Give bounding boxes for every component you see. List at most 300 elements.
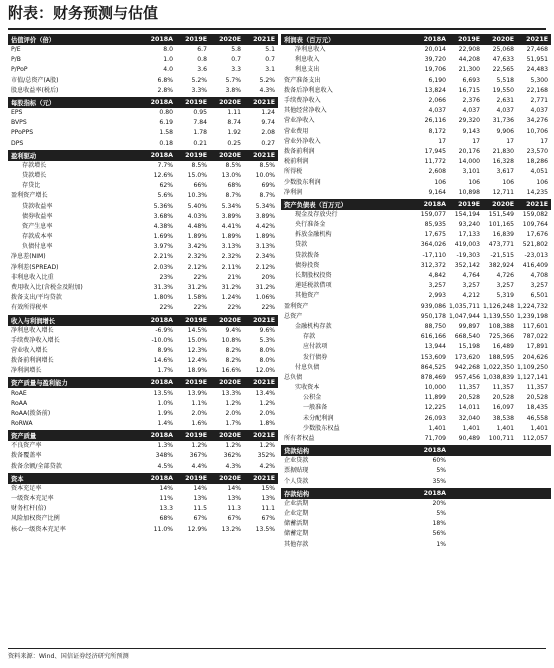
table-row xyxy=(8,462,278,472)
row-label: 所得税 xyxy=(284,168,303,176)
cell-value: 17 xyxy=(438,137,446,145)
cell-value: 8.0 xyxy=(163,46,173,54)
cell-value: 5.2% xyxy=(259,76,275,84)
cell-value: 1.69% xyxy=(153,233,173,241)
cell-value: 16,489 xyxy=(492,343,514,351)
cell-value: 22% xyxy=(193,304,207,312)
cell-value: 14,235 xyxy=(526,188,548,196)
bottom-divider xyxy=(8,648,546,649)
cell-value: 312,372 xyxy=(420,261,446,269)
row-label: 核心一级资本充足率 xyxy=(11,525,66,533)
cell-value: 1,022,350 xyxy=(483,363,515,371)
row-label: 盈利资产增长 xyxy=(11,192,48,200)
row-label: 净利息收入 xyxy=(295,46,326,54)
row-label: 储蓄活期 xyxy=(284,520,309,528)
table-row xyxy=(281,466,551,476)
cell-value: 4,037 xyxy=(496,107,514,115)
cell-value: 8.0% xyxy=(259,357,275,365)
table-row xyxy=(8,232,278,242)
row-label: 债券收益率 xyxy=(22,212,53,220)
cell-value: 5,300 xyxy=(530,76,548,84)
cell-value: 5.3% xyxy=(259,336,275,344)
cell-value: 1,224,732 xyxy=(517,302,549,310)
cell-value: 15% xyxy=(261,484,275,492)
row-label: 长期股权投资 xyxy=(295,272,332,280)
cell-value: 5.6% xyxy=(157,192,173,200)
cell-value: 12.3% xyxy=(187,346,207,354)
cell-value: 47,633 xyxy=(492,56,514,64)
row-label: RoAA xyxy=(11,399,28,407)
cell-value: 878,469 xyxy=(420,373,446,381)
year-header: 2018A xyxy=(150,36,173,43)
cell-value: 352% xyxy=(257,452,275,460)
cell-value: 62% xyxy=(159,182,173,190)
cell-value: 14,011 xyxy=(458,404,480,412)
cell-value: 3.68% xyxy=(153,212,173,220)
year-header: 2018A xyxy=(150,474,173,482)
year-header: 2020E xyxy=(219,98,241,106)
cell-value: 4.3% xyxy=(259,86,275,94)
cell-value: 4.0 xyxy=(163,66,173,74)
table-row xyxy=(281,477,551,487)
table-row xyxy=(281,271,551,281)
cell-value: 3.13% xyxy=(255,243,275,251)
cell-value: 12.9% xyxy=(187,525,207,533)
cell-value: 668,540 xyxy=(454,333,480,341)
cell-value: 9,164 xyxy=(428,188,446,196)
row-label: P/E xyxy=(11,46,21,54)
cell-value: 0.80 xyxy=(159,109,173,117)
row-label: 总负债 xyxy=(284,373,303,381)
year-header: 2019E xyxy=(185,316,207,324)
cell-value: 4,037 xyxy=(462,107,480,115)
row-label: 净利差(SPREAD) xyxy=(11,263,59,271)
cell-value: 3.3 xyxy=(231,66,241,74)
cell-value: 106 xyxy=(434,178,446,186)
cell-value: 14.6% xyxy=(153,357,173,365)
cell-value: 1.2% xyxy=(225,442,241,450)
table-row xyxy=(8,181,278,191)
cell-value: 34,276 xyxy=(526,117,548,125)
table-row xyxy=(281,220,551,230)
year-header: 2020E xyxy=(219,379,241,387)
table-row xyxy=(281,147,551,157)
cell-value: 0.7 xyxy=(231,56,241,64)
table-row xyxy=(281,403,551,413)
row-label: 拆放金融机构 xyxy=(295,231,332,239)
row-label: RoRWA xyxy=(11,420,33,428)
cell-value: 13.0% xyxy=(221,171,241,179)
cell-value: 44,208 xyxy=(458,56,480,64)
cell-value: 13% xyxy=(193,495,207,503)
cell-value: 13.5% xyxy=(255,525,275,533)
cell-value: 616,166 xyxy=(420,333,446,341)
row-label: 费用收入比(含税金及附加) xyxy=(11,284,83,292)
cell-value: 1.8% xyxy=(259,420,275,428)
cell-value: 10,706 xyxy=(526,127,548,135)
cell-value: 18% xyxy=(432,520,446,528)
cell-value: 8.5% xyxy=(225,161,241,169)
cell-value: 2.34% xyxy=(255,253,275,261)
cell-value: 26,116 xyxy=(424,117,446,125)
cell-value: 2,771 xyxy=(530,97,548,105)
cell-value: -10.0% xyxy=(151,336,173,344)
row-label: 营业费用 xyxy=(284,127,309,135)
cell-value: 71,709 xyxy=(424,435,446,443)
cell-value: 521,802 xyxy=(522,241,548,249)
cell-value: 1.6% xyxy=(191,420,207,428)
cell-value: 1,401 xyxy=(462,424,480,432)
year-header: 2019E xyxy=(185,151,207,159)
row-label: BVPS xyxy=(11,119,27,127)
row-label: 盈利资产 xyxy=(284,302,309,310)
cell-value: 31,736 xyxy=(492,117,514,125)
cell-value: 5.7% xyxy=(225,76,241,84)
table-row xyxy=(8,222,278,232)
cell-value: 5.2% xyxy=(191,76,207,84)
row-label: 储蓄定期 xyxy=(284,530,309,538)
cell-value: 1.0 xyxy=(163,56,173,64)
cell-value: 11.0% xyxy=(153,525,173,533)
cell-value: 4.38% xyxy=(153,222,173,230)
cell-value: 5.8 xyxy=(231,46,241,54)
cell-value: 725,366 xyxy=(488,333,514,341)
cell-value: 88,750 xyxy=(424,322,446,330)
cell-value: 1.7% xyxy=(225,420,241,428)
cell-value: 1,126,248 xyxy=(483,302,515,310)
year-header: 2020E xyxy=(219,151,241,159)
cell-value: 2.12% xyxy=(187,263,207,271)
cell-value: 20% xyxy=(432,499,446,507)
cell-value: 864,525 xyxy=(420,363,446,371)
table-row xyxy=(8,171,278,181)
row-label: 递延税款借项 xyxy=(295,282,332,290)
table-row xyxy=(8,336,278,346)
row-label: 未分配利润 xyxy=(303,414,334,422)
year-header: 2019E xyxy=(458,200,480,208)
cell-value: 3.89% xyxy=(255,212,275,220)
cell-value: 1,038,839 xyxy=(483,373,515,381)
cell-value: 4.2% xyxy=(259,462,275,470)
cell-value: 17,675 xyxy=(424,231,446,239)
table-row xyxy=(8,326,278,336)
cell-value: 2.32% xyxy=(187,253,207,261)
table-row xyxy=(8,212,278,222)
row-label: 现金及存放央行 xyxy=(295,210,338,218)
table-row xyxy=(281,261,551,271)
cell-value: 99,897 xyxy=(458,322,480,330)
year-header: 2018A xyxy=(150,316,173,324)
cell-value: 60% xyxy=(432,457,446,465)
cell-value: 8.2% xyxy=(225,357,241,365)
year-header: 2020E xyxy=(219,474,241,482)
cell-value: 0.95 xyxy=(193,109,207,117)
cell-value: 4,037 xyxy=(530,107,548,115)
cell-value: 6,693 xyxy=(462,76,480,84)
table-row xyxy=(281,230,551,240)
cell-value: 11,899 xyxy=(424,394,446,402)
cell-value: 3,257 xyxy=(462,282,480,290)
cell-value: 13.3% xyxy=(221,389,241,397)
table-row xyxy=(8,399,278,409)
table-row xyxy=(281,86,551,96)
row-label: 净利润增长 xyxy=(11,367,42,375)
table-row xyxy=(281,499,551,509)
cell-value: 1,047,944 xyxy=(449,312,481,320)
cell-value: 7.84 xyxy=(193,119,207,127)
cell-value: 382,924 xyxy=(488,261,514,269)
cell-value: 8.2% xyxy=(225,346,241,354)
cell-value: 0.27 xyxy=(261,139,275,147)
cell-value: 2.08 xyxy=(261,129,275,137)
cell-value: 1,401 xyxy=(530,424,548,432)
cell-value: 0.21 xyxy=(193,139,207,147)
cell-value: 21,830 xyxy=(492,147,514,155)
table-row xyxy=(281,539,551,549)
cell-value: 5,319 xyxy=(496,292,514,300)
section-title: 估值评价（倍） xyxy=(11,37,56,44)
year-header: 2018A xyxy=(423,447,446,455)
cell-value: 31.2% xyxy=(221,284,241,292)
cell-value: 12.6% xyxy=(153,171,173,179)
year-header: 2020E xyxy=(219,316,241,324)
table-row xyxy=(281,251,551,261)
cell-value: 4,212 xyxy=(462,292,480,300)
cell-value: 16,097 xyxy=(492,404,514,412)
year-header: 2021E xyxy=(253,316,275,324)
row-label: 央行准备金 xyxy=(295,221,326,229)
cell-value: 1.4% xyxy=(157,420,173,428)
cell-value: 1.89% xyxy=(221,233,241,241)
cell-value: 1.24% xyxy=(221,294,241,302)
row-label: 贷款增长 xyxy=(22,171,47,179)
table-row xyxy=(8,451,278,461)
row-label: 净息差(NIM) xyxy=(11,253,46,261)
cell-value: 18.9% xyxy=(187,367,207,375)
cell-value: 13.4% xyxy=(255,389,275,397)
year-header: 2019E xyxy=(185,379,207,387)
cell-value: 3,101 xyxy=(462,168,480,176)
cell-value: 9,143 xyxy=(462,127,480,135)
cell-value: 11,357 xyxy=(526,384,548,392)
table-row xyxy=(8,252,278,262)
cell-value: 35% xyxy=(432,477,446,485)
cell-value: 29,320 xyxy=(458,117,480,125)
cell-value: 5% xyxy=(436,467,446,475)
table-row xyxy=(8,293,278,303)
year-header: 2019E xyxy=(185,474,207,482)
cell-value: 14% xyxy=(159,484,173,492)
cell-value: 6.8% xyxy=(157,76,173,84)
cell-value: 3.1 xyxy=(265,66,275,74)
cell-value: 17,133 xyxy=(458,231,480,239)
table-row xyxy=(281,414,551,424)
table-row xyxy=(281,106,551,116)
cell-value: 2.0% xyxy=(259,409,275,417)
table-row xyxy=(281,281,551,291)
cell-value: 25,068 xyxy=(492,46,514,54)
cell-value: -17,110 xyxy=(422,251,446,259)
cell-value: 0.8 xyxy=(197,56,207,64)
cell-value: 22,168 xyxy=(526,86,548,94)
cell-value: 20,528 xyxy=(492,394,514,402)
table-row xyxy=(281,393,551,403)
cell-value: 1.89% xyxy=(187,233,207,241)
cell-value: 15,198 xyxy=(458,343,480,351)
table-row xyxy=(8,525,278,535)
table-row xyxy=(281,116,551,126)
year-header: 2019E xyxy=(185,36,207,43)
row-label: 一般准备 xyxy=(303,404,328,412)
cell-value: 4.4% xyxy=(191,462,207,470)
cell-value: 2.32% xyxy=(221,253,241,261)
cell-value: 787,022 xyxy=(522,333,548,341)
table-row xyxy=(8,191,278,201)
table-row xyxy=(8,65,278,75)
cell-value: 173,620 xyxy=(454,353,480,361)
cell-value: 1.24 xyxy=(261,109,275,117)
cell-value: 14.5% xyxy=(187,326,207,334)
table-row xyxy=(281,519,551,529)
cell-value: 1,401 xyxy=(496,424,514,432)
table-row xyxy=(281,342,551,352)
cell-value: 69% xyxy=(261,182,275,190)
cell-value: 8.5% xyxy=(191,161,207,169)
row-label: 贷款 xyxy=(295,241,308,249)
cell-value: 16,715 xyxy=(458,86,480,94)
cell-value: 1,127,141 xyxy=(517,373,549,381)
cell-value: 10,898 xyxy=(458,188,480,196)
row-label: 企业贷款 xyxy=(284,457,309,465)
cell-value: 2.8% xyxy=(157,86,173,94)
cell-value: 16,839 xyxy=(492,231,514,239)
year-header: 2020E xyxy=(492,200,514,208)
section-title: 贷款结构 xyxy=(284,448,310,456)
cell-value: 31.2% xyxy=(255,284,275,292)
cell-value: 100,711 xyxy=(488,435,514,443)
cell-value: 4.42% xyxy=(255,222,275,230)
right-column xyxy=(281,33,551,550)
cell-value: 1.06% xyxy=(255,294,275,302)
cell-value: 4,726 xyxy=(496,272,514,280)
table-row xyxy=(281,363,551,373)
cell-value: 93,240 xyxy=(458,221,480,229)
cell-value: 1.92 xyxy=(227,129,241,137)
section-header xyxy=(8,377,278,388)
cell-value: 38,538 xyxy=(492,414,514,422)
cell-value: 66% xyxy=(193,182,207,190)
cell-value: 1.78 xyxy=(193,129,207,137)
cell-value: 9,906 xyxy=(496,127,514,135)
cell-value: 11% xyxy=(159,495,173,503)
cell-value: 11.5 xyxy=(193,505,207,513)
cell-value: 13.9% xyxy=(187,389,207,397)
table-row xyxy=(8,504,278,514)
cell-value: 15.0% xyxy=(187,336,207,344)
section-title: 存款结构 xyxy=(284,490,310,498)
section-header xyxy=(281,34,551,45)
cell-value: 67% xyxy=(193,515,207,523)
cell-value: 12,225 xyxy=(424,404,446,412)
table-row xyxy=(8,118,278,128)
cell-value: 11,357 xyxy=(458,384,480,392)
cell-value: 2,608 xyxy=(428,168,446,176)
section-title: 资产负债表（百万元） xyxy=(284,201,347,209)
cell-value: 5% xyxy=(436,509,446,517)
year-header: 2021E xyxy=(526,36,548,43)
cell-value: 0.18 xyxy=(159,139,173,147)
cell-value: 46,558 xyxy=(526,414,548,422)
cell-value: 1.2% xyxy=(259,399,275,407)
cell-value: 21% xyxy=(227,273,241,281)
row-label: EPS xyxy=(11,109,23,117)
row-label: 所有者权益 xyxy=(284,435,315,443)
cell-value: 3,617 xyxy=(496,168,514,176)
page-title: 附表：财务预测与估值 xyxy=(8,4,159,22)
cell-value: -19,303 xyxy=(456,251,480,259)
table-row xyxy=(8,494,278,504)
cell-value: 154,194 xyxy=(454,210,480,218)
cell-value: 17,891 xyxy=(526,343,548,351)
year-header: 2018A xyxy=(150,432,173,440)
cell-value: 4,842 xyxy=(428,272,446,280)
year-header: 2019E xyxy=(458,36,480,43)
year-header: 2018A xyxy=(423,489,446,497)
cell-value: 950,178 xyxy=(420,312,446,320)
section-header xyxy=(281,488,551,499)
cell-value: 17,676 xyxy=(526,231,548,239)
row-label: 利息收入 xyxy=(295,56,320,64)
cell-value: 32,040 xyxy=(458,414,480,422)
cell-value: 3.6 xyxy=(197,66,207,74)
cell-value: 13.2% xyxy=(221,525,241,533)
row-label: 手续费净收入增长 xyxy=(11,336,60,344)
row-label: 财务杠杆(倍) xyxy=(11,505,47,513)
cell-value: 22% xyxy=(159,304,173,312)
year-header: 2018A xyxy=(150,98,173,106)
cell-value: -21,515 xyxy=(490,251,514,259)
year-header: 2020E xyxy=(219,36,241,43)
cell-value: 6,501 xyxy=(530,292,548,300)
year-header: 2021E xyxy=(253,379,275,387)
cell-value: 68% xyxy=(159,515,173,523)
table-row xyxy=(281,167,551,177)
cell-value: 12.0% xyxy=(255,367,275,375)
table-row xyxy=(281,291,551,301)
cell-value: 8.9% xyxy=(157,346,173,354)
table-row xyxy=(281,137,551,147)
row-label: 拨备覆盖率 xyxy=(11,452,42,460)
cell-value: 10,000 xyxy=(424,384,446,392)
cell-value: 4.41% xyxy=(221,222,241,230)
section-title: 资产质量 xyxy=(11,433,37,441)
section-header xyxy=(8,473,278,484)
cell-value: 362% xyxy=(223,452,241,460)
cell-value: 13% xyxy=(261,495,275,503)
cell-value: 117,601 xyxy=(522,322,548,330)
cell-value: 19,706 xyxy=(424,66,446,74)
section-header xyxy=(8,97,278,108)
cell-value: 22,908 xyxy=(458,46,480,54)
row-label: 营业外净收入 xyxy=(284,137,321,145)
row-label: 少数股东权益 xyxy=(303,424,340,432)
table-row xyxy=(8,86,278,96)
cell-value: 1.2% xyxy=(259,442,275,450)
cell-value: 22% xyxy=(193,273,207,281)
cell-value: 188,595 xyxy=(488,353,514,361)
cell-value: 1.2% xyxy=(225,399,241,407)
row-label: 贷款拨备 xyxy=(295,251,320,259)
